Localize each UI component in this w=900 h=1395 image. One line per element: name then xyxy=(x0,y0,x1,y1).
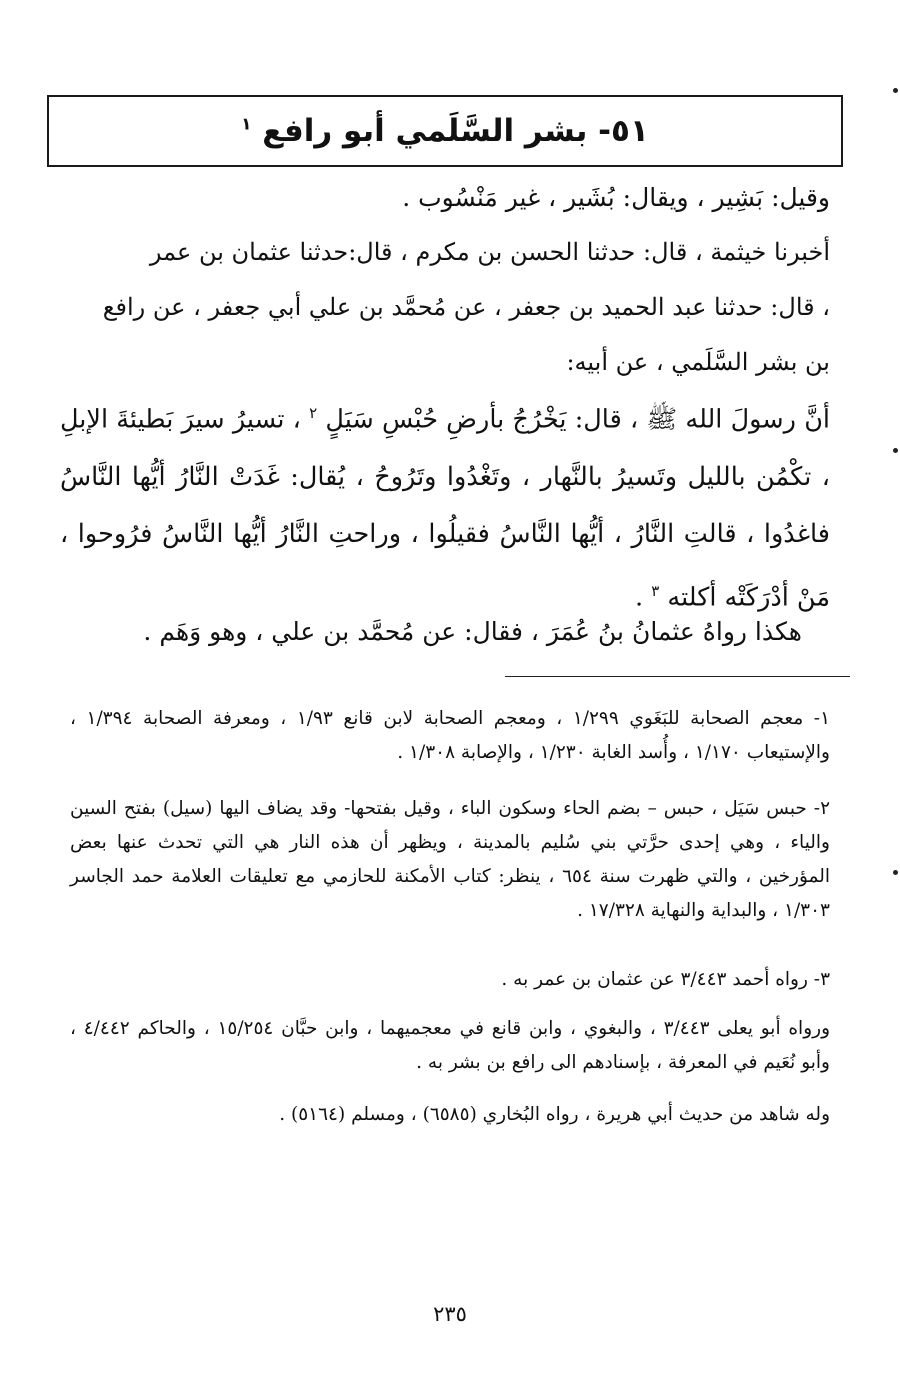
footnote-mark: ١ xyxy=(241,114,252,135)
footnote-1 xyxy=(70,702,830,770)
isnad-paragraph xyxy=(60,225,830,390)
footnote-mark: ٢ xyxy=(309,404,318,422)
footnote-3-continued-text: ورواه أبو يعلى ٣/٤٤٣ ، والبغوي ، وابن قانع في معجميهما ، وابن حبَّان ١٥/٢٥٤ ، والحاكم ٤/٤٤٢ ، وأبو نُعَيم في المعرفة ، بإسنادهم الى رافع بن بشر به . xyxy=(70,1018,831,1073)
footnote-3-witness xyxy=(70,1098,830,1132)
footnote-2-text: ٢- حبس سَيَل ، حبس – بضم الحاء وسكون الباء ، وقيل بفتحها- وقد يضاف اليها (سيل) بفتح السين والياء ، وهي إحدى حرَّتي بني سُليم بالمدينة ، ويظهر أن هذه النار هي التي تحدث عنها بعض المؤرخين ، والتي ظهرت سنة ٦٥٤ ، ينظر: كتاب الأمكنة للحازمي مع تعليقات العلامة حمد الجاسر ١/٣٠٣ ، والبداية والنهاية ١٧/٣٢٨ . xyxy=(70,798,830,921)
hadith-text-part: . xyxy=(635,582,644,612)
variant-names-text: وقيل: بَشِير ، ويقال: بُشَير ، غير مَنْسُوب . xyxy=(402,183,830,212)
footnote-3-witness-text: وله شاهد من حديث أبي هريرة ، رواه البُخاري (٦٥٨٥) ، ومسلم (٥١٦٤) . xyxy=(279,1104,830,1125)
hadith-text-part: أنَّ رسولَ الله ﷺ ، قال: يَخْرُجُ بأرضِ حُبْسِ سَيَلٍ xyxy=(325,404,831,435)
isnad-line: أخبرنا خيثمة ، قال: حدثنا الحسن بن مكرم ، قال:حدثنا عثمان بن عمر xyxy=(149,238,830,266)
footnote-3-text: ٣- رواه أحمد ٣/٤٤٣ عن عثمان بن عمر به . xyxy=(501,969,830,990)
footnote-separator xyxy=(505,676,850,677)
footnote-3 xyxy=(70,963,830,997)
margin-dot xyxy=(893,88,898,93)
variant-names-line xyxy=(60,178,830,218)
entry-title xyxy=(241,113,649,149)
margin-dot xyxy=(893,870,898,875)
entry-title-box xyxy=(47,95,843,167)
margin-dot xyxy=(893,448,898,453)
hadith-text xyxy=(60,385,830,626)
closing-line xyxy=(60,610,830,654)
page-number: ٢٣٥ xyxy=(433,1302,467,1326)
isnad-line: ، قال: حدثنا عبد الحميد بن جعفر ، عن مُحمَّد بن علي أبي جعفر ، عن رافع xyxy=(102,293,830,321)
hadith-text-part: ، تسيرُ سيرَ بَطيئةَ الإبلِ ، تكْمُن بالليل وتَسيرُ بالنَّهار ، وتَغْدُوا وتَرُوحُ ، يُقال: غَدَتْ النَّارُ أيُّها النَّاسُ فاغدُوا ، قالتِ النَّارُ ، أيُّها النَّاسُ فقيلُوا ، وراحتِ النَّارُ أيُّها النَّاسُ فرُوحوا ، مَنْ أدْرَكَتْه أكلته xyxy=(60,404,830,612)
isnad-line: بن بشر السَّلَمي ، عن أبيه: xyxy=(566,348,830,376)
footnote-2 xyxy=(70,792,830,928)
closing-line-text: هكذا رواهُ عثمانُ بنُ عُمَرَ ، فقال: عن مُحمَّد بن علي ، وهو وَهَم . xyxy=(143,617,802,646)
footnote-3-continued xyxy=(70,1012,830,1080)
entry-title-text: ٥١- بشر السَّلَمي أبو رافع xyxy=(262,113,649,149)
footnote-1-text: ١- معجم الصحابة للبَغَوي ١/٢٩٩ ، ومعجم الصحابة لابن قانع ١/٩٣ ، ومعرفة الصحابة ١/٣٩٤ ، والإستيعاب ١/١٧٠ ، وأُسد الغابة ١/٢٣٠ ، والإصابة ١/٣٠٨ . xyxy=(70,708,830,763)
footnote-mark: ٣ xyxy=(651,581,660,600)
